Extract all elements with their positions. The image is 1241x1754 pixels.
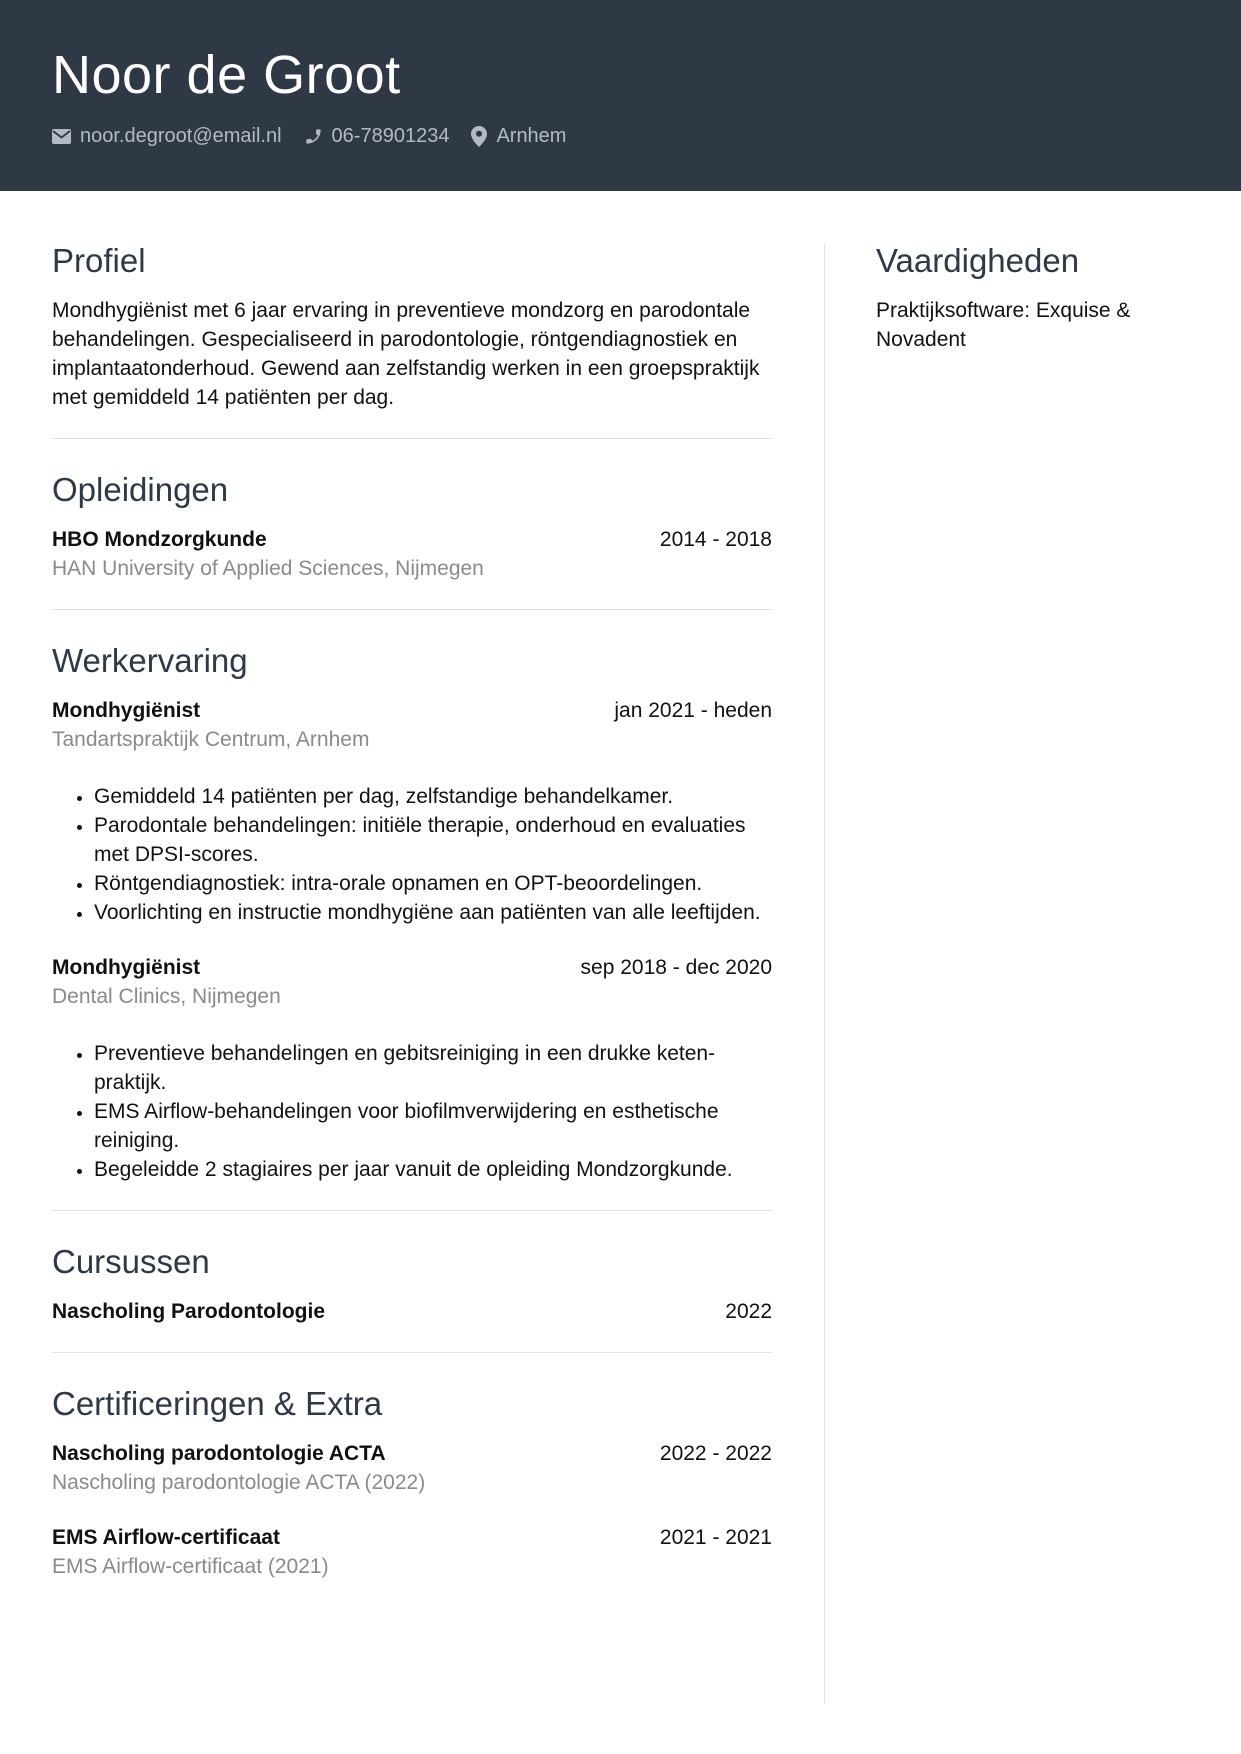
entry-title: EMS Airflow-certificaat bbox=[52, 1526, 280, 1549]
envelope-icon bbox=[52, 129, 71, 144]
entry-title: Mondhygiënist bbox=[52, 956, 201, 979]
entry-header bbox=[52, 1297, 772, 1326]
entry-date: 2021 - 2021 bbox=[659, 1526, 772, 1549]
experience-entry bbox=[52, 953, 772, 1184]
bullet-item: • Begeleidde 2 stagiaires per jaar vanuit de opleiding Mondzorgkunde. bbox=[94, 1155, 772, 1184]
entry-header bbox=[52, 953, 772, 982]
bullet-item: • EMS Airflow-behandelingen voor biofilmverwijdering en esthetische reiniging. bbox=[94, 1097, 772, 1155]
entry-title: Nascholing Parodontologie bbox=[52, 1300, 326, 1323]
entry-header bbox=[52, 1523, 772, 1552]
section-divider bbox=[52, 438, 772, 439]
education-entry bbox=[52, 525, 772, 583]
entry-subtitle: HAN University of Applied Sciences, Nijmegen bbox=[52, 557, 484, 580]
section-divider bbox=[52, 1210, 772, 1211]
profile-text: Mondhygiënist met 6 jaar ervaring in preventieve mondzorg en parodontale behandelingen. Gespecialiseerd in parodontologie, röntgendiagnostiek en implantaatonderhoud. Gewend aan zelfstandig werken in een groepspraktijk met gemiddeld 14 patiënten per dag. bbox=[52, 299, 760, 409]
entry-title: HBO Mondzorgkunde bbox=[52, 528, 267, 551]
section-title-courses: Cursussen bbox=[52, 1243, 210, 1280]
entry-date: sep 2018 - dec 2020 bbox=[580, 956, 772, 979]
email-text: noor.degroot@email.nl bbox=[80, 124, 282, 147]
bullet-item: • Röntgendiagnostiek: intra-orale opnamen en OPT-beoordelingen. bbox=[94, 869, 772, 898]
entry-title: Mondhygiënist bbox=[52, 699, 201, 722]
bullet-list bbox=[52, 1039, 772, 1184]
entry-date: 2022 - 2022 bbox=[659, 1442, 772, 1465]
entry-subtitle: Dental Clinics, Nijmegen bbox=[52, 985, 281, 1008]
entry-date: 2022 bbox=[725, 1300, 772, 1323]
section-title-skills: Vaardigheden bbox=[876, 242, 1080, 279]
main-column bbox=[52, 240, 772, 1581]
bullet-item: • Voorlichting en instructie mondhygiëne aan patiënten van alle leeftijden. bbox=[94, 898, 772, 927]
skills-section bbox=[876, 240, 1186, 354]
phone-text: 06-78901234 bbox=[331, 124, 450, 147]
contact-location bbox=[471, 125, 566, 148]
entry-subtitle: Tandartspraktijk Centrum, Arnhem bbox=[52, 728, 370, 751]
phone-icon bbox=[304, 127, 323, 146]
section-divider bbox=[52, 1352, 772, 1353]
location-text: Arnhem bbox=[496, 124, 567, 147]
bullet-list bbox=[52, 782, 772, 927]
bullet-item: • Parodontale behandelingen: initiële therapie, onderhoud en evaluaties met DPSI-scores. bbox=[94, 811, 772, 869]
candidate-name: Noor de Groot bbox=[52, 45, 401, 105]
entry-header bbox=[52, 525, 772, 554]
section-title-profile: Profiel bbox=[52, 242, 146, 279]
skills-text: Praktijksoftware: Exquise & Novadent bbox=[876, 299, 1131, 351]
section-divider bbox=[52, 609, 772, 610]
section-title-certifications: Certificeringen & Extra bbox=[52, 1385, 383, 1422]
header-banner bbox=[0, 0, 1241, 191]
entry-header bbox=[52, 1439, 772, 1468]
course-entry bbox=[52, 1297, 772, 1326]
certification-entry bbox=[52, 1523, 772, 1581]
experience-entry bbox=[52, 696, 772, 927]
profile-section bbox=[52, 240, 772, 412]
contact-phone[interactable] bbox=[304, 125, 450, 148]
experience-section bbox=[52, 640, 772, 1184]
certification-entry bbox=[52, 1439, 772, 1497]
contact-bar bbox=[52, 122, 566, 150]
entry-header bbox=[52, 696, 772, 725]
section-title-education: Opleidingen bbox=[52, 471, 229, 508]
section-title-experience: Werkervaring bbox=[52, 642, 248, 679]
column-divider bbox=[824, 244, 825, 1704]
contact-email[interactable] bbox=[52, 125, 282, 148]
education-section bbox=[52, 469, 772, 583]
bullet-item: • Gemiddeld 14 patiënten per dag, zelfstandige behandelkamer. bbox=[94, 782, 772, 811]
map-pin-icon bbox=[471, 126, 487, 147]
entry-subtitle: Nascholing parodontologie ACTA (2022) bbox=[52, 1471, 426, 1494]
courses-section bbox=[52, 1241, 772, 1326]
entry-subtitle: EMS Airflow-certificaat (2021) bbox=[52, 1555, 329, 1578]
entry-title: Nascholing parodontologie ACTA bbox=[52, 1442, 386, 1465]
side-column bbox=[876, 240, 1186, 354]
certifications-section bbox=[52, 1383, 772, 1581]
bullet-item: • Preventieve behandelingen en gebitsreiniging in een drukke keten-praktijk. bbox=[94, 1039, 772, 1097]
entry-date: 2014 - 2018 bbox=[659, 528, 772, 551]
entry-date: jan 2021 - heden bbox=[614, 699, 772, 722]
